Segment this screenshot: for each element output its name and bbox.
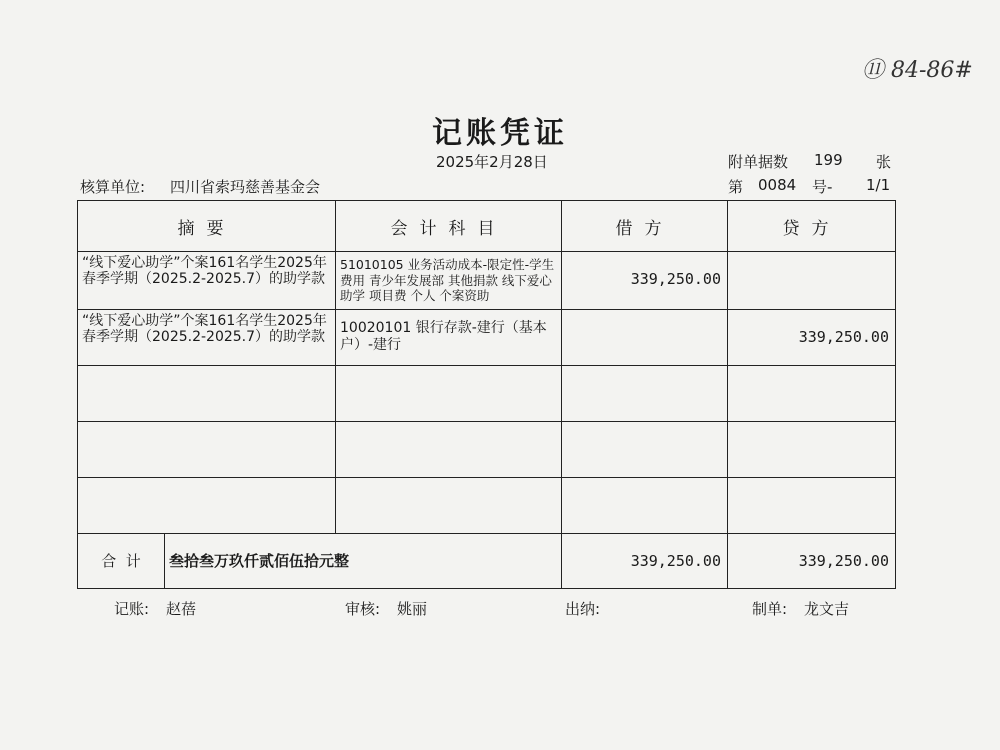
row-debit <box>562 422 727 440</box>
row-summary: “线下爱心助学”个案161名学生2025年春季学期（2025.2-2025.7）的助学款 <box>82 255 327 287</box>
row-debit: 339,250.00 <box>630 270 721 288</box>
total-debit: 339,250.00 <box>630 551 721 570</box>
table-row <box>78 477 896 533</box>
voucher-title: 记账凭证 <box>432 116 568 151</box>
row-summary <box>78 478 335 484</box>
table-row <box>78 365 896 421</box>
row-summary: “线下爱心助学”个案161名学生2025年春季学期（2025.2-2025.7）的助学款 <box>82 312 327 345</box>
unit-label: 核算单位: <box>80 178 146 196</box>
row-account <box>336 366 561 376</box>
row-credit <box>728 366 895 384</box>
table-row <box>78 309 896 365</box>
bookkeeper-label: 记账: <box>114 600 150 618</box>
table-row <box>78 421 896 477</box>
col-account: 会计科目 <box>336 201 562 252</box>
row-summary <box>78 366 335 372</box>
preparer-name: 龙文吉 <box>804 600 850 618</box>
attachment-count: 199 <box>814 151 843 169</box>
table-header <box>78 201 896 252</box>
row-debit <box>562 478 727 496</box>
total-amount-in-words: 叁拾叁万玖仟贰佰伍拾元整 <box>169 552 350 570</box>
handwritten-note: ⑪ 84-86# <box>862 58 973 83</box>
row-account <box>336 422 561 432</box>
unit-name: 四川省索玛慈善基金会 <box>170 178 321 196</box>
number-prefix: 第 <box>728 178 744 196</box>
row-account: 51010105 业务活动成本-限定性-学生费用 青少年发展部 其他捐款 线下爱心助学 项目费 个人 个案资助 <box>340 257 555 303</box>
col-debit: 借方 <box>562 201 728 252</box>
col-credit: 贷方 <box>728 201 896 252</box>
row-credit: 339,250.00 <box>798 327 889 346</box>
cashier-label: 出纳: <box>565 600 601 618</box>
row-summary <box>78 422 335 428</box>
voucher-number: 0084 <box>758 176 797 194</box>
page-indicator: 1/1 <box>866 176 891 194</box>
voucher-date: 2025年2月28日 <box>436 153 548 171</box>
row-account <box>336 478 561 488</box>
voucher-table <box>77 200 896 589</box>
row-debit <box>562 310 727 328</box>
number-suffix: 号- <box>812 178 833 196</box>
reviewer-label: 审核: <box>345 600 381 618</box>
preparer-label: 制单: <box>752 600 788 618</box>
attachment-label: 附单据数 <box>728 153 789 171</box>
attachment-unit: 张 <box>876 153 892 171</box>
row-credit <box>728 252 895 270</box>
row-credit <box>728 478 895 496</box>
col-summary: 摘要 <box>78 201 336 252</box>
reviewer-name: 姚丽 <box>397 600 428 618</box>
total-row <box>78 533 896 588</box>
row-debit <box>562 366 727 384</box>
table-row <box>78 252 896 310</box>
total-label: 合 计 <box>78 534 165 588</box>
total-credit: 339,250.00 <box>798 551 889 570</box>
row-account: 10020101 银行存款-建行（基本户）-建行 <box>340 319 547 353</box>
bookkeeper-name: 赵蓓 <box>166 600 197 618</box>
row-credit <box>728 422 895 440</box>
